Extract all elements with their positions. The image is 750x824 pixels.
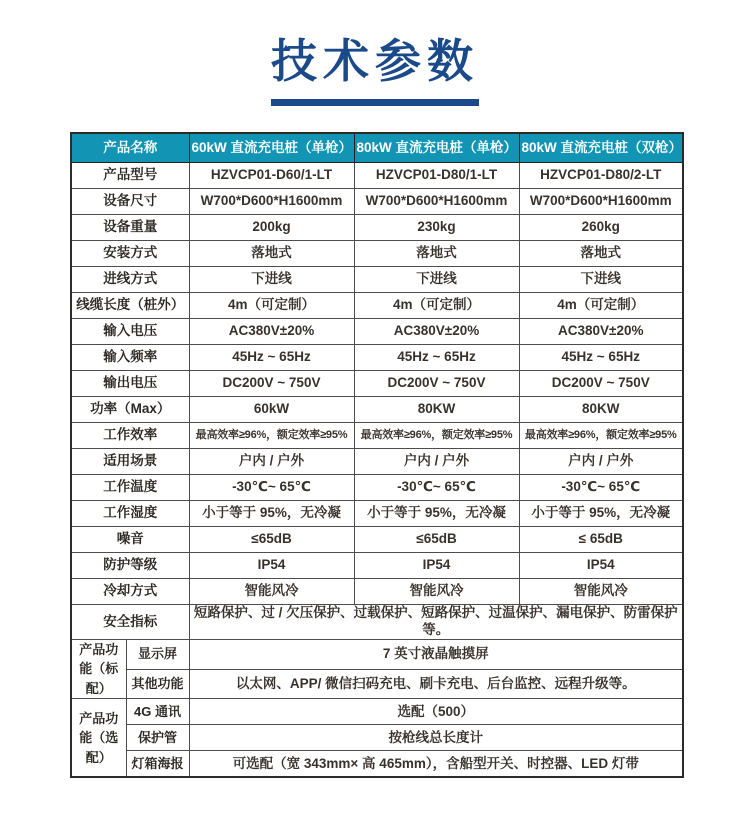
row-label-protection-rating: 防护等级: [71, 553, 189, 579]
spec-value: 最高效率≥96%，额定效率≥95%: [354, 423, 519, 449]
table-row: [71, 293, 683, 319]
spec-value: IP54: [519, 553, 683, 579]
page-title: 技术参数: [271, 35, 479, 87]
row-label-application: 适用场景: [71, 449, 189, 475]
spec-value: 45Hz ~ 65Hz: [189, 345, 354, 371]
page: [0, 34, 750, 778]
table-row: [71, 345, 683, 371]
header-row: [71, 133, 683, 163]
row-label-installation: 安装方式: [71, 241, 189, 267]
spec-value: 户内 / 户外: [354, 449, 519, 475]
table-row: [71, 553, 683, 579]
spec-value: 230kg: [354, 215, 519, 241]
spec-value: 45Hz ~ 65Hz: [354, 345, 519, 371]
group-label-optional-features: 产品功能（选配）: [71, 699, 126, 778]
row-label-model: 产品型号: [71, 163, 189, 189]
table-row: [71, 501, 683, 527]
spec-value: 智能风冷: [189, 579, 354, 605]
spec-value: 落地式: [189, 241, 354, 267]
group-label-standard-features: 产品功能（标配）: [71, 639, 126, 699]
header-80kw-dual-gun: 80kW 直流充电桩（双枪）: [519, 133, 683, 163]
spec-value: 下进线: [189, 267, 354, 293]
table-row: [71, 579, 683, 605]
table-row: [71, 423, 683, 449]
spec-value-safety: 短路保护、过 / 欠压保护、过载保护、短路保护、过温保护、漏电保护、防雷保护等。: [189, 605, 683, 640]
table-row: [71, 725, 683, 751]
spec-value: 最高效率≥96%，额定效率≥95%: [519, 423, 683, 449]
spec-value: DC200V ~ 750V: [189, 371, 354, 397]
spec-value: 智能风冷: [519, 579, 683, 605]
spec-value: HZVCP01-D80/2-LT: [519, 163, 683, 189]
spec-value: 按枪线总长度计: [189, 725, 683, 751]
spec-value: HZVCP01-D60/1-LT: [189, 163, 354, 189]
row-label-noise: 噪音: [71, 527, 189, 553]
spec-value: 4m（可定制）: [354, 293, 519, 319]
row-label-cable-length: 线缆长度（桩外）: [71, 293, 189, 319]
spec-value: 7 英寸液晶触摸屏: [189, 639, 683, 669]
table-row: [71, 371, 683, 397]
spec-value: -30℃~ 65℃: [519, 475, 683, 501]
header-60kw-single-gun: 60kW 直流充电桩（单枪）: [189, 133, 354, 163]
spec-value: -30℃~ 65℃: [354, 475, 519, 501]
table-row: [71, 605, 683, 640]
row-label-working-temperature: 工作温度: [71, 475, 189, 501]
spec-value: 60kW: [189, 397, 354, 423]
spec-value: 小于等于 95%，无冷凝: [189, 501, 354, 527]
header-product-name: 产品名称: [71, 133, 189, 163]
row-label-wiring-entry: 进线方式: [71, 267, 189, 293]
row-label-input-frequency: 输入频率: [71, 345, 189, 371]
table-row: [71, 241, 683, 267]
spec-value: 以太网、APP/ 微信扫码充电、刷卡充电、后台监控、远程升级等。: [189, 669, 683, 699]
spec-value: 下进线: [519, 267, 683, 293]
table-row: [71, 751, 683, 778]
spec-value: W700*D600*H1600mm: [189, 189, 354, 215]
table-row: [71, 639, 683, 669]
table-row: [71, 669, 683, 699]
spec-value: 80KW: [354, 397, 519, 423]
table-row: [71, 449, 683, 475]
spec-value: 200kg: [189, 215, 354, 241]
row-label-protective-tube: 保护管: [126, 725, 189, 751]
spec-value: 260kg: [519, 215, 683, 241]
row-label-efficiency: 工作效率: [71, 423, 189, 449]
spec-value: W700*D600*H1600mm: [519, 189, 683, 215]
spec-value: 4m（可定制）: [519, 293, 683, 319]
spec-value: ≤65dB: [189, 527, 354, 553]
spec-value: -30℃~ 65℃: [189, 475, 354, 501]
row-label-4g: 4G 通讯: [126, 699, 189, 725]
title-underline: [271, 99, 479, 106]
table-row: [71, 163, 683, 189]
spec-value: IP54: [189, 553, 354, 579]
row-label-weight: 设备重量: [71, 215, 189, 241]
row-label-dimensions: 设备尺寸: [71, 189, 189, 215]
spec-value: 户内 / 户外: [189, 449, 354, 475]
spec-value: AC380V±20%: [354, 319, 519, 345]
row-label-safety: 安全指标: [71, 605, 189, 640]
row-label-working-humidity: 工作湿度: [71, 501, 189, 527]
row-label-output-voltage: 输出电压: [71, 371, 189, 397]
spec-value: AC380V±20%: [189, 319, 354, 345]
spec-value: HZVCP01-D80/1-LT: [354, 163, 519, 189]
spec-table: [70, 132, 684, 778]
table-row: [71, 397, 683, 423]
header-80kw-single-gun: 80kW 直流充电桩（单枪）: [354, 133, 519, 163]
spec-value: ≤ 65dB: [519, 527, 683, 553]
spec-value: IP54: [354, 553, 519, 579]
row-label-display: 显示屏: [126, 639, 189, 669]
spec-value: AC380V±20%: [519, 319, 683, 345]
spec-value: W700*D600*H1600mm: [354, 189, 519, 215]
table-row: [71, 215, 683, 241]
spec-value: 落地式: [354, 241, 519, 267]
spec-value: 4m（可定制）: [189, 293, 354, 319]
spec-value: 智能风冷: [354, 579, 519, 605]
spec-value: 45Hz ~ 65Hz: [519, 345, 683, 371]
row-label-input-voltage: 输入电压: [71, 319, 189, 345]
table-row: [71, 319, 683, 345]
table-row: [71, 189, 683, 215]
spec-value: 最高效率≥96%，额定效率≥95%: [189, 423, 354, 449]
table-row: [71, 699, 683, 725]
spec-value: DC200V ~ 750V: [354, 371, 519, 397]
spec-value: 可选配（宽 343mm× 高 465mm），含船型开关、时控器、LED 灯带: [189, 751, 683, 778]
spec-value: 选配（500）: [189, 699, 683, 725]
spec-value: 80KW: [519, 397, 683, 423]
spec-value: 落地式: [519, 241, 683, 267]
row-label-max-power: 功率（Max）: [71, 397, 189, 423]
row-label-cooling: 冷却方式: [71, 579, 189, 605]
spec-value: ≤65dB: [354, 527, 519, 553]
table-row: [71, 527, 683, 553]
spec-value: 下进线: [354, 267, 519, 293]
spec-value: DC200V ~ 750V: [519, 371, 683, 397]
table-row: [71, 267, 683, 293]
row-label-other-functions: 其他功能: [126, 669, 189, 699]
spec-value: 小于等于 95%，无冷凝: [519, 501, 683, 527]
row-label-lightbox-poster: 灯箱海报: [126, 751, 189, 778]
spec-value: 户内 / 户外: [519, 449, 683, 475]
spec-value: 小于等于 95%，无冷凝: [354, 501, 519, 527]
table-row: [71, 475, 683, 501]
